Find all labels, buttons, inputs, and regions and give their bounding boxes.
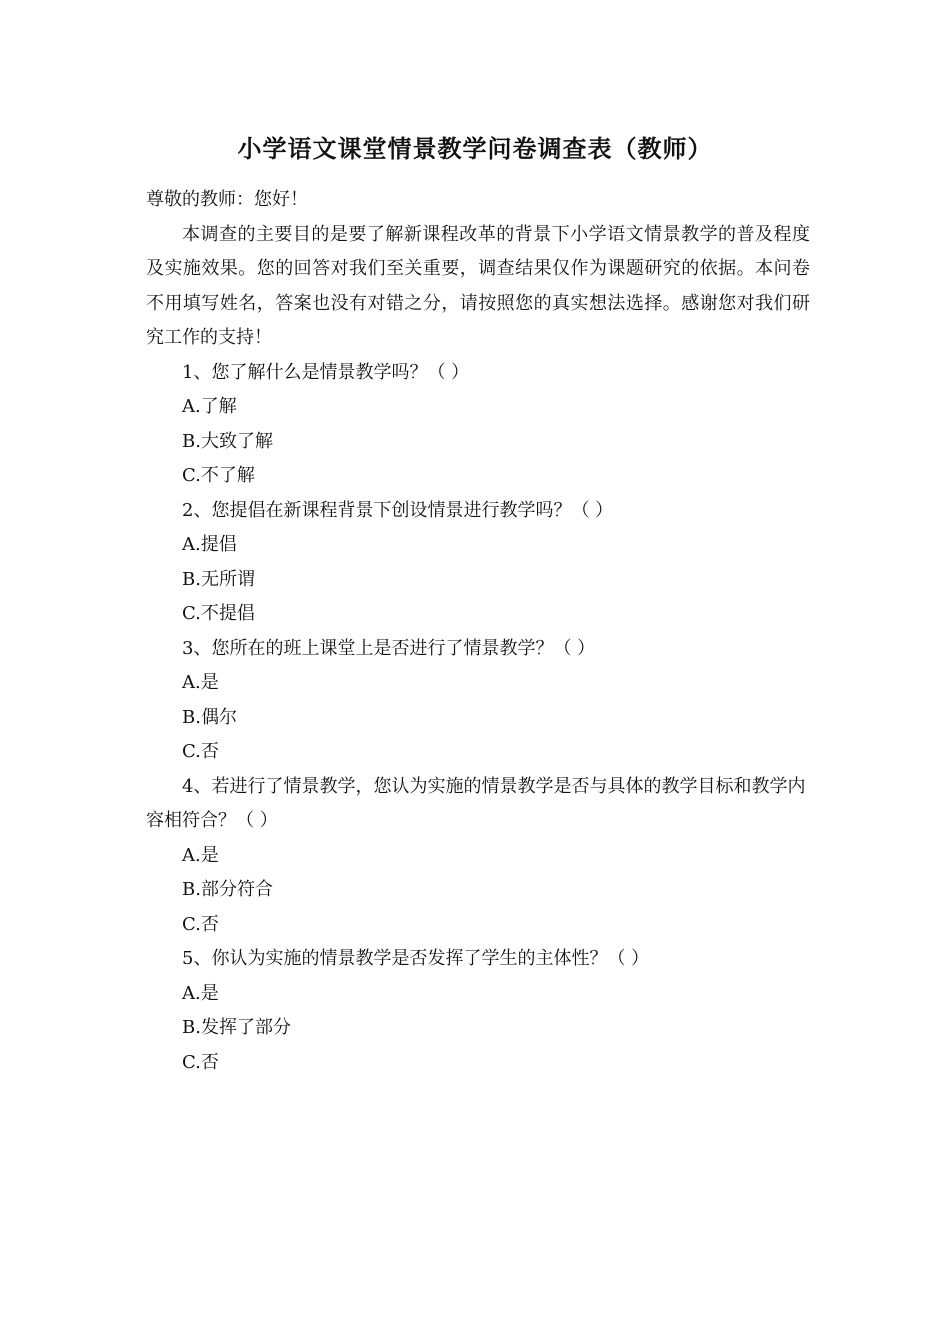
- page-title: 小学语文课堂情景教学问卷调查表（教师）: [237, 134, 713, 163]
- option-c: C.否: [182, 1051, 219, 1073]
- intro-paragraph: 本调查的主要目的是要了解新课程改革的背景下小学语文情景教学的普及程度及实施效果。您的回答对我们至关重要，调查结果仅作为课题研究的依据。本问卷不用填写姓名，答案也没有对错之分，请按照您的真实想法选择。感谢您对我们研究工作的支持！: [146, 223, 810, 348]
- question-text: 3、您所在的班上课堂上是否进行了情景教学？（ ）: [182, 637, 596, 659]
- option-b: B.偶尔: [182, 706, 237, 728]
- question-3: [146, 632, 810, 770]
- option-a: A.提倡: [182, 534, 237, 555]
- option-a: A.是: [182, 844, 219, 866]
- document-body: [146, 183, 810, 1080]
- option-a: A.是: [182, 672, 219, 693]
- question-text: 4、若进行了情景教学，您认为实施的情景教学是否与具体的教学目标和教学内容相符合？（ ）: [146, 775, 806, 831]
- question-5: [146, 942, 810, 1080]
- question-1: [146, 356, 810, 494]
- option-c: C.否: [182, 741, 219, 762]
- option-b: B.无所谓: [182, 568, 255, 590]
- question-4: [146, 770, 810, 943]
- question-text: 2、您提倡在新课程背景下创设情景进行教学吗？（ ）: [182, 499, 614, 521]
- greeting: 尊敬的教师：您好！: [146, 189, 308, 210]
- option-b: B.大致了解: [182, 430, 273, 452]
- option-a: A.是: [182, 982, 219, 1004]
- option-b: B.部分符合: [182, 879, 273, 900]
- question-text: 5、你认为实施的情景教学是否发挥了学生的主体性？（ ）: [182, 948, 650, 969]
- option-c: C.不提倡: [182, 603, 255, 624]
- option-c: C.不了解: [182, 465, 255, 486]
- question-text: 1、您了解什么是情景教学吗？（ ）: [182, 361, 470, 383]
- option-b: B.发挥了部分: [182, 1017, 291, 1038]
- option-a: A.了解: [182, 396, 237, 417]
- question-2: [146, 494, 810, 632]
- option-c: C.否: [182, 913, 219, 935]
